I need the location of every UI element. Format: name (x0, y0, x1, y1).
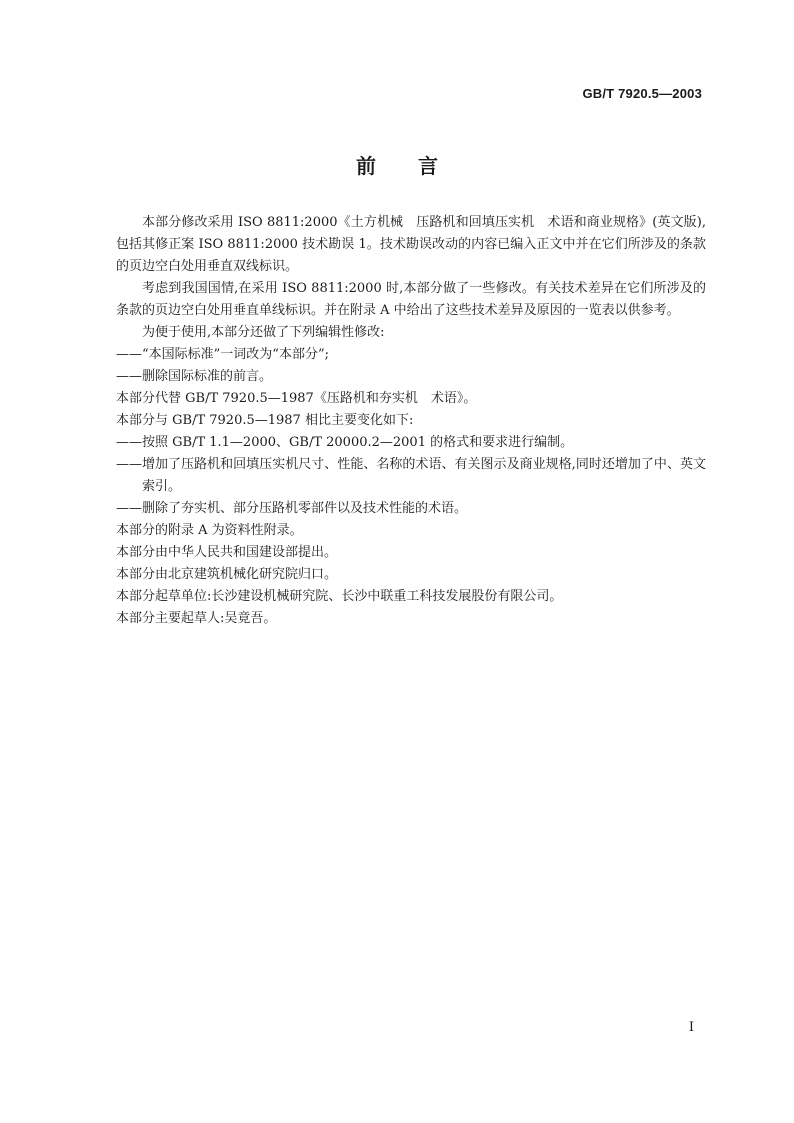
list-item-change-1: ——按照 GB/T 1.1—2000、GB/T 20000.2—2001 的格式和要求进行编制。 (116, 435, 574, 450)
page-number: I (688, 1020, 694, 1035)
paragraph-administrator: 本部分由北京建筑机械化研究院归口。 (116, 567, 338, 582)
paragraph-modifications: 考虑到我国国情,在采用 ISO 8811:2000 时,本部分做了一些修改。有关技术差异在它们所涉及的条款的页边空白处用垂直单线标识。并在附录 A 中给出了这些技术差异及原因的一览表以供参考。 (116, 281, 706, 318)
standard-number: GB/T 7920.5—2003 (582, 86, 702, 101)
paragraph-annex: 本部分的附录 A 为资料性附录。 (116, 523, 303, 538)
paragraph-adoption: 本部分修改采用 ISO 8811:2000《土方机械 压路机和回填压实机 术语和商业规格》(英文版),包括其修正案 ISO 8811:2000 技术勘误 1。技术勘误改动的内容已编入正文中并在它们所涉及的条款的页边空白处用垂直双线标识。 (116, 215, 706, 274)
list-item-editorial-2: ——删除国际标准的前言。 (116, 369, 273, 384)
paragraph-drafting-units: 本部分起草单位:长沙建设机械研究院、长沙中联重工科技发展股份有限公司。 (116, 589, 563, 604)
paragraph-changes-intro: 本部分与 GB/T 7920.5—1987 相比主要变化如下: (116, 413, 414, 428)
page-title: 前言 (356, 154, 480, 178)
list-item-change-2: ——增加了压路机和回填压实机尺寸、性能、名称的术语、有关图示及商业规格,同时还增加了中、英文索引。 (116, 457, 706, 494)
paragraph-proposer: 本部分由中华人民共和国建设部提出。 (116, 545, 338, 560)
paragraph-replaces: 本部分代替 GB/T 7920.5—1987《压路机和夯实机 术语》。 (116, 391, 477, 406)
list-item-editorial-1: ——“本国际标准”一词改为“本部分”; (116, 347, 329, 362)
paragraph-editorial-intro: 为便于使用,本部分还做了下列编辑性修改: (142, 325, 385, 340)
foreword-body (116, 212, 706, 630)
list-item-change-3: ——删除了夯实机、部分压路机零部件以及技术性能的术语。 (116, 501, 468, 516)
paragraph-drafters: 本部分主要起草人:吴竟吾。 (116, 611, 277, 626)
